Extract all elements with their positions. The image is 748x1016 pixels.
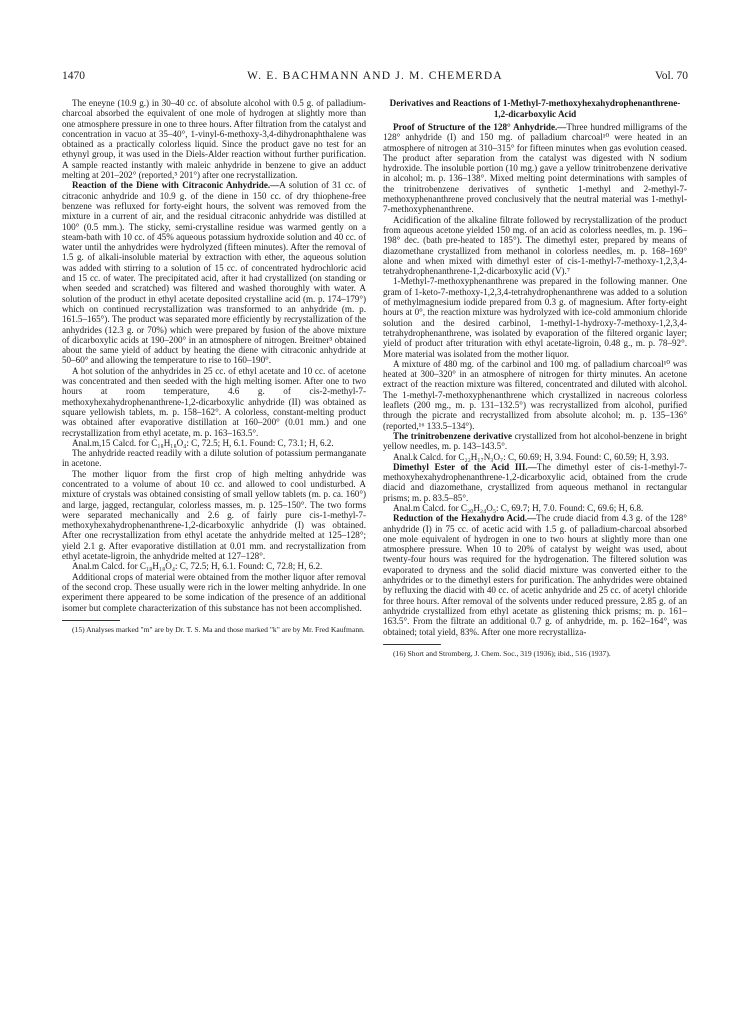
analysis-line: Anal.m Calcd. for C₂₀H₂₄O₅: C, 69.7; H, 7.0. Found: C, 69.6; H, 6.8. — [393, 502, 644, 513]
paragraph-text: The dimethyl ester of cis-1-methyl-7-methoxyhexahydrophenanthrene-1,2-dicarboxylic acid, obtained from the crude diacid and diazomethane, crystallized from aqueous methanol in rectangular prisms; m. p. 83.5–85°. — [383, 461, 687, 503]
paragraph-text: Three hundred milligrams of the 128° anhydride (I) and 150 mg. of palladium charcoal¹⁰ were heated in an atmosphere of nitrogen at 310–315° for fifteen minutes when gas evolution ceased. The product after separation from the catalyst was digested with N sodium hydroxide. The insoluble portion (10 mg.) gave a yellow trinitrobenzene derivative in alcohol; m. p. 136–138°. Mixed melting point determinations with samples of the trinitrobenzene derivatives of synthetic 1-methyl and 2-methyl-7-methoxyphenanthrene proved conclusively that the neutral material was 1-methyl-7-methoxyphenanthrene. — [383, 122, 687, 215]
running-title: W. E. BACHMANN AND J. M. CHEMERDA — [247, 70, 503, 82]
paragraph: The eneyne (10.9 g.) in 30–40 cc. of absolute alcohol with 0.5 g. of palladium-charcoal absorbed the equivalent of one mole of hydrogen at slightly more than one atmosphere pressure in one to three hours. After filtration from the catalyst and concentration in vacuo at 35–40°, 1-vinyl-6-methoxy-3,4-dihydronaphthalene was obtained as a practically colorless liquid. Since the product gave no test for an ethynyl group, it was used in the Diels-Alder reaction without further purification. A sample reacted instantly with maleic anhydride in benzene to give an adduct melting at 201–202° (reported,⁵ 201°) after one recrystallization. — [62, 98, 366, 181]
paragraph — [383, 122, 687, 215]
paragraph-text: A solution of 31 cc. of citraconic anhydride and 10.9 g. of the diene in 150 cc. of dry thiophene-free benzene was refluxed for forty-eight hours, the solvent was removed from the mixture in a current of air, and the residual citraconic anhydride was distilled at 100° (0.5 mm.). The sticky, semi-crystalline residue was warmed gently on a steam-bath with 10 cc. of 45% aqueous potassium hydroxide solution and 40 cc. of water until the anhydrides were hydrolyzed (fifteen minutes). After the removal of 1.5 g. of alkali-insoluble material by extraction with ether, the aqueous solution was added with stirring to a solution of 15 cc. of concentrated hydrochloric acid and 15 cc. of water. The precipitated acid, after it had crystallized (on standing or when seeded and scratched) was filtered and washed thoroughly with water. A solution of the product in ethyl acetate deposited crystalline acid (m. p. 174–179°) which on continued recrystallization was transformed to an anhydride (m. p. 161.5–165°). The product was separated more efficiently by recrystallization of the anhydrides (12.3 g. or 70%) which were prepared by fusion of the above mixture of dicarboxylic acids at 190–200° in an atmosphere of nitrogen. Breitner³ obtained about the same yield of adduct by heating the diene with citraconic anhydride at 50–60° and allowing the temperature to rise to 160–190°. — [62, 180, 366, 366]
paragraph — [383, 513, 687, 637]
analysis-line: Anal.m,15 Calcd. for C₁₈H₁₈O₄: C, 72.5; H, 6.1. Found: C, 73.1; H, 6.2. — [72, 437, 334, 448]
paragraph-text: The crude diacid from 4.3 g. of the 128° anhydride (I) in 75 cc. of acetic acid with 1.5 g. of palladium-charcoal absorbed one mole equivalent of hydrogen in one to two hours at slightly more than one atmosphere pressure. When 10 to 20% of catalyst by weight was used, about twenty-four hours was required for the hydrogenation. The filtered solution was evaporated to dryness and the solid diacid mixture was converted either to the anhydrides or to the dimethyl esters for purification. The anhydrides were obtained by refluxing the diacid with 40 cc. of acetic anhydride and 25 cc. of acetyl chloride for three hours. After removal of the solvents under reduced pressure, 2.85 g. of an anhydride crystallized from ethyl acetate as glistening thick prisms; m. p. 161–163.5°. From the filtrate an additional 0.7 g. of anhydride, m. p. 162–164°, was obtained; total yield, 83%. After one more recrystalliza- — [383, 513, 687, 637]
run-in-heading: The trinitrobenzene derivative — [393, 430, 513, 441]
running-header — [62, 70, 688, 84]
run-in-heading: Reduction of the Hexahydro Acid.— — [393, 513, 537, 524]
paragraph: The mother liquor from the first crop of high melting anhydride was concentrated to a volume of about 10 cc. and allowed to cool undisturbed. A mixture of crystals was obtained consisting of small yellow tablets (m. p. ca. 160°) and large, jagged, rectangular, colorless masses, m. p. 125–150°. The two forms were separated mechanically and 2.6 g. of fairly pure cis-1-methyl-7-methoxyhexahydrophenanthrene-1,2-dicarboxylic anhydride (I) was obtained. After one recrystallization from ethyl acetate the anhydride melted at 125–128°; yield 2.1 g. After evaporative distillation at 0.01 mm. and recrystallization from ethyl acetate-ligroin, the anhydride melted at 127–128°. — [62, 468, 366, 562]
paragraph: The anhydride reacted readily with a dilute solution of potassium permanganate in acetone. — [62, 448, 366, 469]
paragraph: Additional crops of material were obtained from the mother liquor after removal of the second crop. These usually were rich in the lower melting anhydride. In one experiment there appeared to be some indication of the presence of an additional isomer but complete characterization of this substance has not been accomplished. — [62, 571, 366, 613]
run-in-heading: Dimethyl Ester of the Acid III.— — [393, 461, 537, 472]
paragraph: A mixture of 480 mg. of the carbinol and 100 mg. of palladium charcoal¹⁰ was heated at 300–320° in an atmosphere of nitrogen for thirty minutes. An acetone extract of the reaction mixture was filtered, concentrated and diluted with alcohol. The 1-methyl-7-methoxyphenanthrene which crystallized in nacreous colorless leaflets (200 mg., m. p. 131–132.5°) was recrystallized from alcohol, purified through the picrate and recrystallized from absolute alcohol; m. p. 135–136° (reported,¹⁶ 133.5–134°). — [383, 358, 687, 431]
footnote: (16) Short and Stromberg, J. Chem. Soc., 319 (1936); ibid., 516 (1937). — [393, 648, 611, 658]
analysis-line: Anal.m Calcd. for C₁₈H₁₈O₄: C, 72.5; H, 6.1. Found: C, 72.8; H, 6.2. — [72, 561, 323, 572]
paragraph: Acidification of the alkaline filtrate followed by recrystallization of the product from aqueous acetone yielded 150 mg. of an acid as colorless needles, m. p. 196–198° dec. (bath pre-heated to 185°). The dimethyl ester, prepared by means of diazomethane crystallized from methanol in colorless needles, m. p. 168–169° alone and when mixed with dimethyl ester of cis-1-methyl-7-methoxy-1,2,3,4-tetrahydrophenanthrene-1,2-dicarboxylic acid (V).⁷ — [383, 214, 687, 277]
run-in-heading: Reaction of the Diene with Citraconic Anhydride.— — [72, 180, 280, 191]
section-heading: Derivatives and Reactions of 1-Methyl-7-methoxyhexahydrophenanthrene-1,2-dicarboxylic Acid — [389, 98, 681, 119]
footnote-rule — [62, 620, 120, 621]
paragraph — [383, 431, 687, 452]
paragraph — [62, 180, 366, 365]
analysis-line: Anal.k Calcd. for C₂₂H₁₇N₃O₇: C, 60.69; H, 3.94. Found: C, 60.59; H, 3.93. — [393, 451, 669, 462]
paragraph — [383, 462, 687, 503]
paragraph-text: crystallized from hot alcohol-benzene in bright yellow needles, m. p. 143–143.5°. — [383, 430, 687, 452]
paragraph: 1-Methyl-7-methoxyphenanthrene was prepared in the following manner. One gram of 1-keto-7-methoxy-1,2,3,4-tetrahydrophenanthrene was added to a solution of methylmagnesium iodide prepared from 0.3 g. of magnesium. After forty-eight hours at 0°, the reaction mixture was hydrolyzed with ice-cold ammonium chloride solution and the desired carbinol, 1-methyl-1-hydroxy-7-methoxy-1,2,3,4-tetrahydrophenanthrene, was isolated by evaporation of the filtered organic layer; yield of product after trituration with ethyl acetate-ligroin, 0.48 g., m. p. 78–92°. More material was isolated from the mother liquor. — [383, 276, 687, 359]
volume-label: Vol. 70 — [654, 70, 688, 82]
footnote: (15) Analyses marked "m" are by Dr. T. S. Ma and those marked "k" are by Mr. Fred Kaufmann. — [72, 624, 365, 634]
page-number: 1470 — [62, 70, 85, 82]
run-in-heading: Proof of Structure of the 128° Anhydride.— — [393, 122, 567, 132]
footnote-rule — [383, 644, 441, 645]
left-column — [62, 98, 366, 634]
right-column — [383, 98, 687, 658]
paragraph: A hot solution of the anhydrides in 25 cc. of ethyl acetate and 10 cc. of acetone was concentrated and then seeded with the high melting isomer. After one to two hours at room temperature, 4.6 g. of cis-2-methyl-7-methoxyhexahydrophenanthrene-1,2-dicarboxylic anhydride (II) was obtained as square yellowish tablets, m. p. 158–162°. A colorless, constant-melting product was obtained after evaporative distillation at 160–200° (0.01 mm.) and one recrystallization from ethyl acetate, m. p. 163–163.5°. — [62, 365, 366, 438]
